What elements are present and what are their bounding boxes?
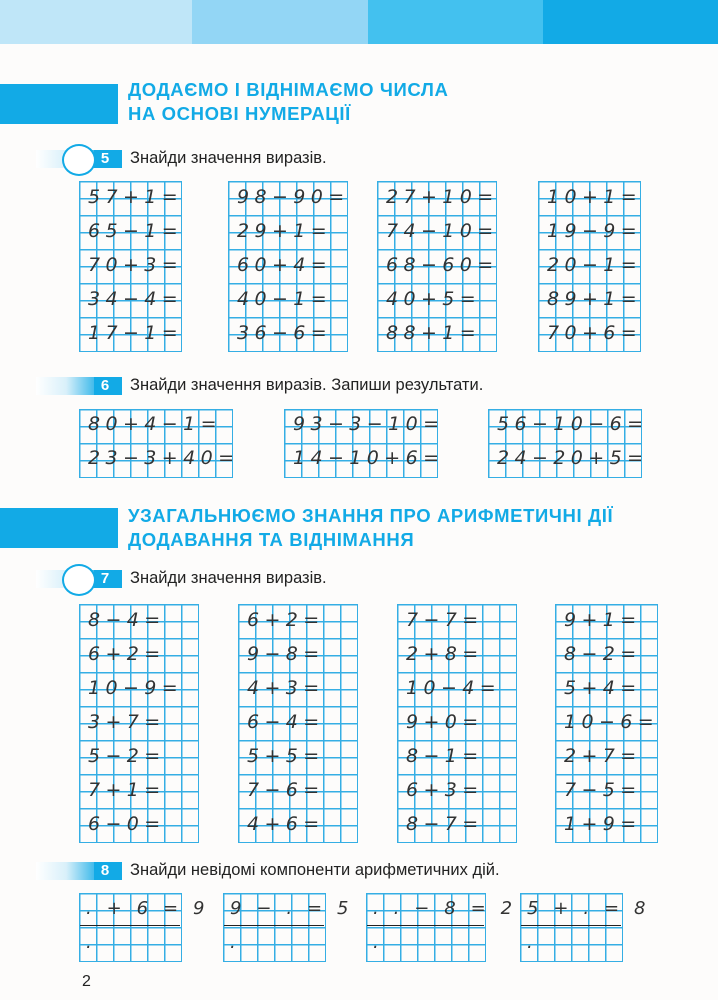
top-band-segment-2 (192, 0, 368, 44)
ex7-expression: 10−6= (564, 711, 660, 733)
ex7-expression: 8−2= (564, 643, 642, 665)
ex5-expression: 70+6= (547, 322, 643, 344)
exercise-5-instruction: Знайди значення виразів. (130, 149, 327, 167)
ex7-expression: 2+8= (406, 643, 484, 665)
ex7-expression: 6+3= (406, 779, 484, 801)
ex5-expression: 57+1= (88, 186, 184, 208)
page-number: 2 (82, 973, 91, 990)
ex8-answer: . (86, 932, 97, 953)
ex5-expression: 40+5= (386, 288, 482, 310)
top-band-segment-1 (0, 0, 192, 44)
ex8-equation: . + 6 = 9 (86, 898, 210, 919)
ex5-expression: 89+1= (547, 288, 643, 310)
ex8-equation: . . − 8 = 2 (373, 898, 517, 919)
exercise-7-number-badge: 7 (94, 570, 116, 588)
ex5-expression: 34−4= (88, 288, 184, 310)
top-band-segment-3 (368, 0, 543, 44)
ex8-answer-divider (521, 925, 621, 926)
top-band-segment-4 (543, 0, 718, 44)
section-1-title-line-2: НА ОСНОВІ НУМЕРАЦІЇ (128, 103, 351, 124)
ex8-equation: 9 − . = 5 (230, 898, 354, 919)
ex8-answer-divider (80, 925, 180, 926)
ex7-expression: 8−4= (88, 609, 166, 631)
ex7-expression: 6−0= (88, 813, 166, 835)
ex7-expression: 6+2= (88, 643, 166, 665)
section-2-title-line-2: ДОДАВАННЯ ТА ВІДНІМАННЯ (128, 529, 415, 550)
ex7-expression: 1+9= (564, 813, 642, 835)
ex7-expression: 7−7= (406, 609, 484, 631)
exercise-6-number-badge: 6 (94, 377, 116, 395)
ex5-expression: 40−1= (237, 288, 333, 310)
exercise-6-instruction: Знайди значення виразів. Запиши результати. (130, 376, 484, 394)
ex6-expression: 80+4−1= (88, 413, 222, 435)
ex8-answer: . (527, 932, 538, 953)
ex5-expression: 98−90= (237, 186, 350, 208)
exercise-8-instruction: Знайди невідомі компоненти арифметичних дій. (130, 861, 500, 879)
section-2-title-line-1: УЗАГАЛЬНЮЄМО ЗНАННЯ ПРО АРИФМЕТИЧНІ ДІЇ (128, 505, 614, 526)
ex7-expression: 4+6= (247, 813, 325, 835)
ex8-answer: . (373, 932, 384, 953)
ex7-expression: 8−1= (406, 745, 484, 767)
ex8-answer-divider (224, 925, 324, 926)
ex7-expression: 7+1= (88, 779, 166, 801)
section-2-title (128, 504, 613, 552)
ex6-expression: 56−10−6= (497, 413, 649, 435)
exercise-5-bubble-icon (62, 144, 96, 176)
ex7-expression: 9−8= (247, 643, 325, 665)
exercise-5-number-badge: 5 (94, 150, 116, 168)
ex5-expression: 74−10= (386, 220, 499, 242)
exercise-8-number-badge: 8 (94, 862, 116, 880)
ex7-expression: 5−2= (88, 745, 166, 767)
ex7-expression: 6−4= (247, 711, 325, 733)
ex6-expression: 24−20+5= (497, 447, 649, 469)
ex5-expression: 19−9= (547, 220, 643, 242)
ex5-expression: 10+1= (547, 186, 643, 208)
ex5-expression: 36−6= (237, 322, 333, 344)
section-1-title (128, 78, 448, 126)
ex7-expression: 7−5= (564, 779, 642, 801)
ex5-expression: 68−60= (386, 254, 499, 276)
ex6-expression: 93−3−10= (293, 413, 445, 435)
ex8-answer-divider (367, 925, 484, 926)
ex7-expression: 4+3= (247, 677, 325, 699)
ex7-expression: 9+1= (564, 609, 642, 631)
ex7-expression: 2+7= (564, 745, 642, 767)
ex7-expression: 5+4= (564, 677, 642, 699)
exercise-7-instruction: Знайди значення виразів. (130, 569, 327, 587)
ex6-expression: 23−3+40= (88, 447, 240, 469)
ex7-expression: 10−4= (406, 677, 502, 699)
ex7-expression: 3+7= (88, 711, 166, 733)
ex5-expression: 65−1= (88, 220, 184, 242)
ex8-equation: 5 + . = 8 (527, 898, 651, 919)
ex7-expression: 5+5= (247, 745, 325, 767)
ex8-answer: . (230, 932, 241, 953)
section-2-bar (0, 508, 118, 548)
ex6-expression: 14−10+6= (293, 447, 445, 469)
ex7-expression: 9+0= (406, 711, 484, 733)
ex7-expression: 7−6= (247, 779, 325, 801)
ex5-expression: 27+10= (386, 186, 499, 208)
ex7-expression: 8−7= (406, 813, 484, 835)
ex5-expression: 17−1= (88, 322, 184, 344)
section-1-title-line-1: ДОДАЄМО І ВІДНІМАЄМО ЧИСЛА (128, 79, 449, 100)
section-1-bar (0, 84, 118, 124)
ex7-expression: 10−9= (88, 677, 184, 699)
ex7-expression: 6+2= (247, 609, 325, 631)
ex5-expression: 20−1= (547, 254, 643, 276)
ex5-expression: 29+1= (237, 220, 333, 242)
ex5-expression: 60+4= (237, 254, 333, 276)
ex5-expression: 70+3= (88, 254, 184, 276)
exercise-7-bubble-icon (62, 564, 96, 596)
ex5-expression: 88+1= (386, 322, 482, 344)
